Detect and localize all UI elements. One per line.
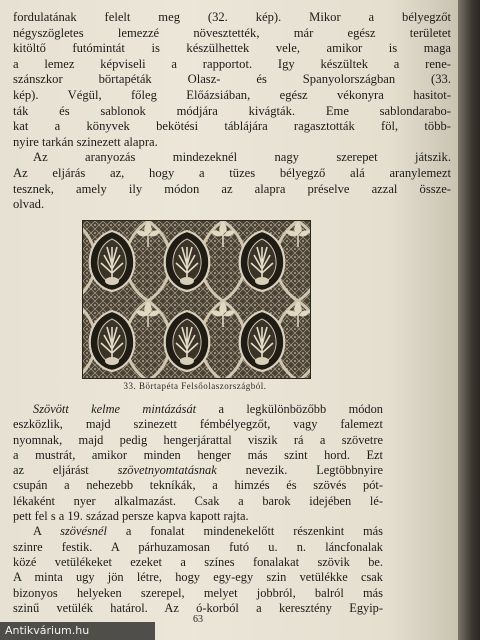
leather-wallpaper-illustration [82,220,311,379]
text-line: közé vetülékeket ezeket a színes fonalakat szövik be. [13,554,383,569]
text-line: nyomnak, majd pedig hengerjárattal viszik rá a szövetre [13,432,383,447]
page-number: 63 [193,614,203,625]
italic-term: szövetnyomtatásnak [117,463,217,478]
text-line: ták és sablonok módjára kivágták. Eme sablondarabo- [13,103,451,118]
text-line [13,463,383,478]
lower-text-block [13,402,383,616]
text-line: tesznek, amely ily módon az alapra préselve azzal össze- [13,181,451,196]
page-edge-shadow [458,0,480,640]
text-span: az eljárást [13,463,118,478]
text-line: lékaként nyer alkalmazást. Csak a barok idejében lé- [13,493,383,508]
text-span: a legkülönbözőbb módon [196,402,383,416]
text-line: szinű vetülék határol. Az ó-korból a keresztény Egyip- [13,600,383,615]
text-line [13,524,383,539]
text-line: négyszögletes lemezzé növesztették, már egész területet [13,25,451,40]
text-line: kat a könyvek bekötési táblájára ragasztották föl, több- [13,119,451,134]
text-line: szinre festik. A párhuzamosan futó u. n. láncfonalak [13,539,383,554]
text-line: Az eljárás az, hogy a tüzes bélyegző alá aranylemezt [13,165,451,180]
text-line: nyire tarkán szinezett alapra. [13,134,158,149]
text-span: A [33,524,61,539]
text-line: bizonyos helyeken szerepel, melyet jobbról, balról más [13,585,383,600]
upper-text-block [13,10,451,213]
text-line: a lemez képviseli a rapportot. Igy készültek a rene- [13,56,451,71]
watermark: Antikvárium.hu [0,622,155,640]
text-line: kép). Végül, főleg Előázsiában, egész vékonyra hasitot- [13,87,451,102]
italic-term: Szövött kelme mintázását [33,402,197,416]
text-line: A minta ugy jön létre, hogy egy-egy szin vetülékke csak [13,570,383,585]
text-line: fordulatának felelt meg (32. kép). Mikor a bélyegzőt [13,10,451,24]
ornament-pattern [83,221,310,378]
italic-term: szövésnél [60,524,107,539]
text-span: nevezik. Legtöbbnyire [216,463,383,478]
text-span: a fonalat mindenekelőtt részenkint más [106,524,383,539]
text-line: szánszkor börtapéták Olasz- és Spanyolországban (33. [13,72,451,87]
text-line: a mustrát, amikor minden henger más szint hord. Ezt [13,447,383,462]
text-line: csupán a nehezebb tekníkák, a himzés és szövés pót- [13,478,383,493]
text-line: olvad. [13,197,45,212]
text-line: Az aranyozás mindezeknél nagy szerepet játszik. [33,150,451,165]
figure-caption: 33. Börtapéta Felsőolaszországból. [123,381,267,391]
text-line: kitöltő futómintát is készülhettek vele, amikor is maga [13,41,451,56]
text-line: eszközlik, majd szinezett fémbélyegzőt, vagy falemezt [13,417,383,432]
text-line: pett fel s a 19. század persze kapva kapott rajta. [13,509,249,524]
text-line [13,402,383,417]
